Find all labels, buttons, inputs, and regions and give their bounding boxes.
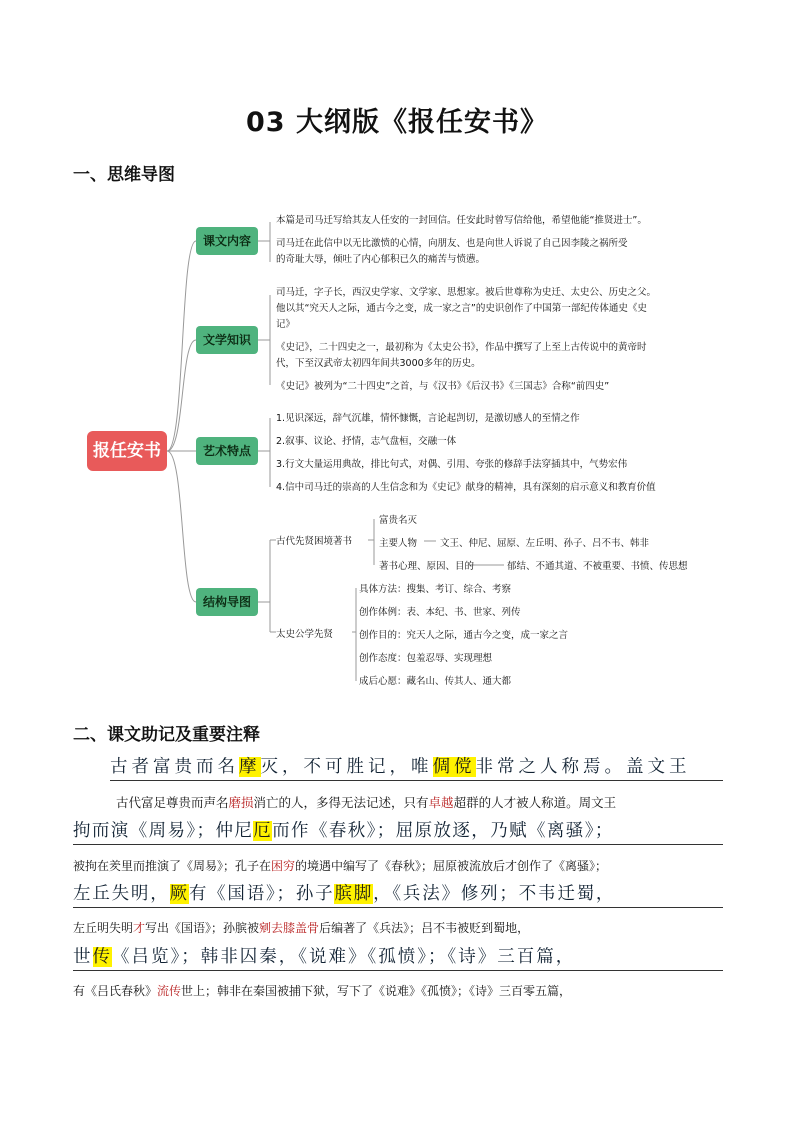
leaf-wenxue-3: 记》 — [276, 319, 296, 330]
gudai-item-2: 主要人物 — [379, 538, 418, 549]
page-title: 03 大纲版《报任安书》 — [246, 107, 548, 138]
classical-line — [110, 754, 723, 781]
translation-line: 古代富足尊贵而声名磨损消亡的人，多得无法记述，只有卓越超群的人才被人称道。周文王 — [116, 795, 617, 810]
branch-taishigong: 太史公学先贤 — [276, 629, 334, 640]
classical-text: 灭，不可胜记，唯 — [260, 757, 433, 777]
translation-line: 有《吕氏春秋》流传世上；韩非在秦国被捕下狱，写下了《说难》《孤愤》；《诗》三百零五篇， — [73, 984, 572, 998]
classical-line: 左丘失明，厥有《国语》；孙子膑脚，《兵法》修列；不韦迁蜀， — [73, 881, 723, 908]
annotated-word: 卓越 — [428, 795, 454, 810]
translation-line: 左丘明失明才写出《国语》；孙膑被剜去膝盖骨后编著了《兵法》；吕不韦被贬到蜀地， — [73, 921, 530, 935]
taishigong-item-2: 创作体例：表、本纪、书、世家、列传 — [359, 607, 521, 618]
leaf-wenxue-5: 代，下至汉武帝太初四年间共3000多年的历史。 — [276, 358, 481, 369]
classical-line: 拘而演《周易》；仲尼厄而作《春秋》；屈原放逐，乃赋《离骚》； — [73, 818, 723, 845]
node-jiegou: 结构导图 — [196, 588, 258, 616]
annotated-word: 剜去膝盖骨 — [259, 921, 320, 935]
taishigong-item-5: 成后心愿：藏名山、传其人、通大都 — [359, 676, 512, 687]
node-wenxue: 文学知识 — [196, 326, 258, 354]
annotated-word: 流传 — [157, 984, 182, 998]
branch-gudai: 古代先贤困境著书 — [276, 536, 353, 547]
leaf-kewen-1: 本篇是司马迁写给其友人任安的一封回信。任安此时曾写信给他，希望他能“推贤进士”。 — [276, 215, 647, 226]
classical-line: 世传《吕览》；韩非囚秦，《说难》《孤愤》；《诗》三百篇， — [73, 944, 723, 971]
gudai-detail-1: 文王、仲尼、屈原、左丘明、孙子、吕不韦、韩非 — [440, 538, 650, 549]
annotated-word: 才 — [133, 921, 146, 935]
highlight-word: 厥 — [169, 884, 189, 904]
leaf-yishu-3: 3.行文大量运用典故，排比句式，对偶、引用、夸张的修辞手法穿插其中，气势宏伟 — [276, 459, 628, 470]
leaf-yishu-2: 2.叙事、议论、抒情，志气盘桓，交融一体 — [276, 436, 457, 447]
node-kewen: 课文内容 — [196, 227, 258, 255]
taishigong-item-4: 创作态度：包羞忍辱、实现理想 — [359, 653, 493, 664]
leaf-wenxue-1: 司马迁，字子长，西汉史学家、文学家、思想家。被后世尊称为史迁、太史公、历史之父。 — [276, 287, 657, 298]
highlight-word: 倜傥 — [432, 757, 476, 777]
highlight-word: 传 — [92, 947, 112, 967]
section-heading-mindmap: 一、思维导图 — [73, 165, 175, 185]
leaf-wenxue-4: 《史记》，二十四史之一，最初称为《太史公书》，作品中撰写了上至上古传说中的黄帝时 — [276, 342, 647, 353]
highlight-word: 膑脚 — [334, 884, 374, 904]
gudai-detail-2: 郁结、不通其道、不被重要、书愤、传思想 — [507, 561, 688, 572]
mindmap-root: 报任安书 — [87, 431, 167, 471]
annotated-word: 磨损 — [228, 795, 254, 810]
gudai-item-3: 著书心理、原因、目的 — [379, 561, 475, 572]
node-yishu: 艺术特点 — [196, 437, 258, 465]
translation-line: 被拘在羑里而推演了《周易》；孔子在困穷的境遇中编写了《春秋》；屈原被流放后才创作了《离骚》； — [73, 859, 608, 873]
highlight-word: 厄 — [253, 821, 273, 841]
annotated-word: 困穷 — [271, 859, 296, 873]
highlight-word: 摩 — [239, 757, 261, 777]
leaf-yishu-4: 4.信中司马迁的崇高的人生信念和为《史记》献身的精神，具有深刻的启示意义和教育价值 — [276, 482, 656, 493]
leaf-wenxue-2: 他以其“究天人之际，通古今之变，成一家之言”的史识创作了中国第一部纪传体通史《史 — [276, 303, 647, 314]
classical-text: 古者富贵而名 — [110, 757, 239, 777]
leaf-kewen-2: 司马迁在此信中以无比激愤的心情，向朋友、也是向世人诉说了自己因李陵之祸所受 — [276, 238, 628, 249]
taishigong-item-3: 创作目的：究天人之际，通古今之变，成一家之言 — [359, 630, 569, 641]
leaf-wenxue-6: 《史记》被列为“二十四史”之首，与《汉书》《后汉书》《三国志》合称“前四史” — [276, 381, 610, 392]
section-heading-notes: 二、课文助记及重要注释 — [73, 725, 260, 745]
leaf-kewen-3: 的奇耻大辱，倾吐了内心郁积已久的痛苦与愤懑。 — [276, 254, 486, 265]
taishigong-item-1: 具体方法：搜集、考订、综合、考察 — [359, 584, 512, 595]
gudai-item-1: 富贵名灭 — [379, 515, 418, 526]
leaf-yishu-1: 1.见识深远，辞气沉雄，情怀慷慨，言论起剀切，是激切感人的至情之作 — [276, 413, 580, 424]
classical-text: 非常之人称焉。盖文王 — [475, 757, 691, 777]
